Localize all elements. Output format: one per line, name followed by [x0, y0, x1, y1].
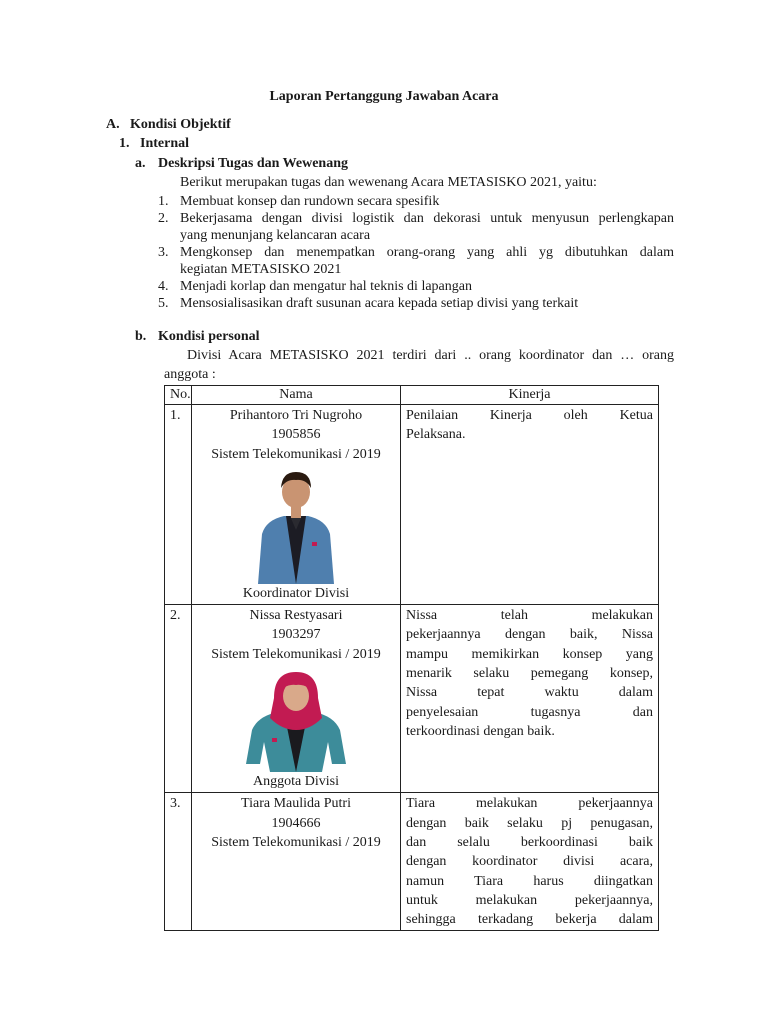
- member-photo: [244, 668, 348, 772]
- kinerja-line: pekerjaannya dengan baik, Nissa: [406, 627, 653, 643]
- list-item-text: Mengkonsep dan menempatkan orang-orang yang ahli yg dibutuhkan dalam: [180, 245, 674, 260]
- kinerja-line: penyelesaian tugasnya dan: [406, 704, 653, 720]
- kinerja-line: Nissa tepat waktu dalam: [406, 685, 653, 701]
- row-number: 2.: [165, 605, 192, 793]
- list-item-text: Membuat konsep dan rundown secara spesifik: [180, 194, 440, 209]
- kinerja-line: Tiara melakukan pekerjaannya: [406, 796, 653, 812]
- table-row: [165, 605, 659, 793]
- kinerja-line: Pelaksana.: [406, 427, 466, 443]
- sub-a-intro: Berikut merupakan tugas dan wewenang Acara METASISKO 2021, yaitu:: [180, 175, 597, 190]
- kinerja-line: mampu memikirkan konsep yang: [406, 646, 653, 662]
- list-item-number: 4.: [158, 279, 169, 294]
- kinerja-line: terkoordinasi dengan baik.: [406, 723, 555, 739]
- member-program: Sistem Telekomunikasi / 2019: [211, 834, 381, 850]
- sub-a-heading: Deskripsi Tugas dan Wewenang: [158, 156, 348, 171]
- list-item-text: kegiatan METASISKO 2021: [180, 262, 342, 277]
- kinerja-line: sehingga terkadang bekerja dalam: [406, 912, 653, 928]
- kinerja-line: namun Tiara harus diingatkan: [406, 873, 653, 889]
- row-number: 3.: [165, 793, 192, 931]
- kinerja-line: dan selalu berkoordinasi baik: [406, 834, 653, 850]
- section-a-marker: A.: [106, 117, 120, 132]
- member-name: Tiara Maulida Putri: [241, 796, 351, 812]
- sub-a-marker: a.: [135, 156, 146, 171]
- member-role: Koordinator Divisi: [242, 585, 350, 601]
- sub-1-marker: 1.: [119, 136, 130, 151]
- sub-b-heading: Kondisi personal: [158, 329, 260, 344]
- table-header-row: [165, 386, 659, 405]
- personnel-table: [164, 385, 659, 931]
- kinerja-line: dengan baik selaku pj penugasan,: [406, 815, 653, 831]
- member-program: Sistem Telekomunikasi / 2019: [211, 446, 381, 462]
- member-photo: [254, 468, 338, 584]
- table-header-kinerja: Kinerja: [401, 386, 659, 405]
- kinerja-line: Penilaian Kinerja oleh Ketua: [406, 408, 653, 423]
- list-item-number: 1.: [158, 194, 169, 209]
- sub-b-intro-cont: anggota :: [164, 367, 216, 382]
- member-name: Nissa Restyasari: [249, 608, 343, 624]
- list-item-text: Menjadi korlap dan mengatur hal teknis di lapangan: [180, 279, 472, 294]
- table-header-no: No.: [165, 386, 192, 405]
- member-nim: 1904666: [271, 815, 321, 831]
- member-nim: 1905856: [271, 427, 321, 443]
- kinerja-cell: [401, 793, 659, 931]
- list-item-text: Mensosialisasikan draft susunan acara kepada setiap divisi yang terkait: [180, 296, 579, 311]
- list-item-text: Bekerjasama dengan divisi logistik dan dekorasi untuk menyusun perlengkapan: [180, 211, 674, 226]
- table-row: [165, 405, 659, 605]
- kinerja-cell: [401, 405, 659, 605]
- list-item-number: 2.: [158, 211, 169, 226]
- member-role: Anggota Divisi: [253, 774, 339, 790]
- kinerja-line: untuk melakukan pekerjaannya,: [406, 892, 653, 908]
- kinerja-line: dengan koordinator divisi acara,: [406, 854, 653, 870]
- list-item-number: 5.: [158, 296, 169, 311]
- member-program: Sistem Telekomunikasi / 2019: [211, 646, 381, 662]
- sub-b-intro: Divisi Acara METASISKO 2021 terdiri dari .. orang koordinator dan … orang: [187, 348, 674, 363]
- member-cell: [192, 405, 401, 605]
- sub-b-marker: b.: [135, 329, 147, 344]
- list-item-number: 3.: [158, 245, 169, 260]
- member-name: Prihantoro Tri Nugroho: [229, 408, 363, 423]
- row-number: 1.: [165, 405, 192, 605]
- kinerja-cell: [401, 605, 659, 793]
- document-title: Laporan Pertanggung Jawaban Acara: [269, 89, 499, 104]
- member-cell: [192, 793, 401, 931]
- sub-1-heading: Internal: [140, 136, 189, 151]
- list-item-text: yang menunjang kelancaran acara: [180, 228, 371, 243]
- kinerja-line: menarik selaku pemegang konsep,: [406, 666, 653, 682]
- section-a-heading: Kondisi Objektif: [130, 117, 231, 132]
- table-row: [165, 793, 659, 931]
- kinerja-line: Nissa telah melakukan: [406, 608, 653, 624]
- member-cell: [192, 605, 401, 793]
- member-nim: 1903297: [271, 627, 321, 643]
- table-header-nama: Nama: [192, 386, 401, 405]
